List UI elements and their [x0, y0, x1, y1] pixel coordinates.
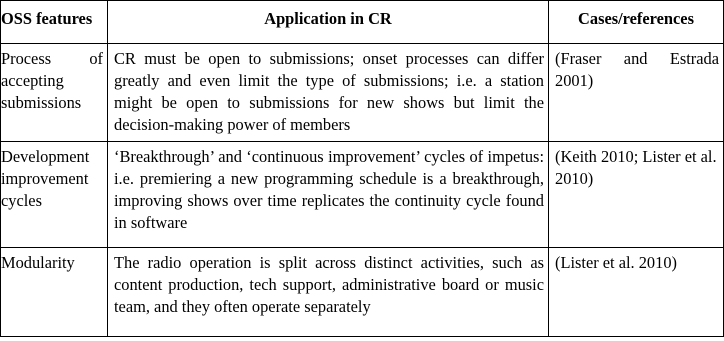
- references-cell: (Fraser and Estrada 2001): [549, 44, 724, 142]
- table-row: [1, 44, 724, 142]
- application-cell: The radio operation is split across distinct activities, such as content production, tech support, administrative board or music team, and they often operate separately: [108, 248, 549, 337]
- column-header-application: Application in CR: [108, 1, 549, 44]
- column-header-references: Cases/references: [549, 1, 724, 44]
- feature-cell: Modularity: [1, 248, 108, 337]
- application-cell: CR must be open to submissions; onset processes can differ greatly and even limit the type of submissions; i.e. a station might be open to submissions for new shows but limit the decision-making power of members: [108, 44, 549, 142]
- references-cell: (Keith 2010; Lister et al. 2010): [549, 142, 724, 248]
- references-cell: (Lister et al. 2010): [549, 248, 724, 337]
- application-cell: ‘Breakthrough’ and ‘continuous improvement’ cycles of impetus: i.e. premiering a new programming schedule is a breakthrough, improving shows over time replicates the continuity cycle found in software: [108, 142, 549, 248]
- table-row: [1, 248, 724, 337]
- table-row: [1, 142, 724, 248]
- table-header-row: [1, 1, 724, 44]
- feature-cell: Development improvement cycles: [1, 142, 108, 248]
- feature-cell: Process of accepting submissions: [1, 44, 108, 142]
- column-header-oss-features: OSS features: [1, 1, 108, 44]
